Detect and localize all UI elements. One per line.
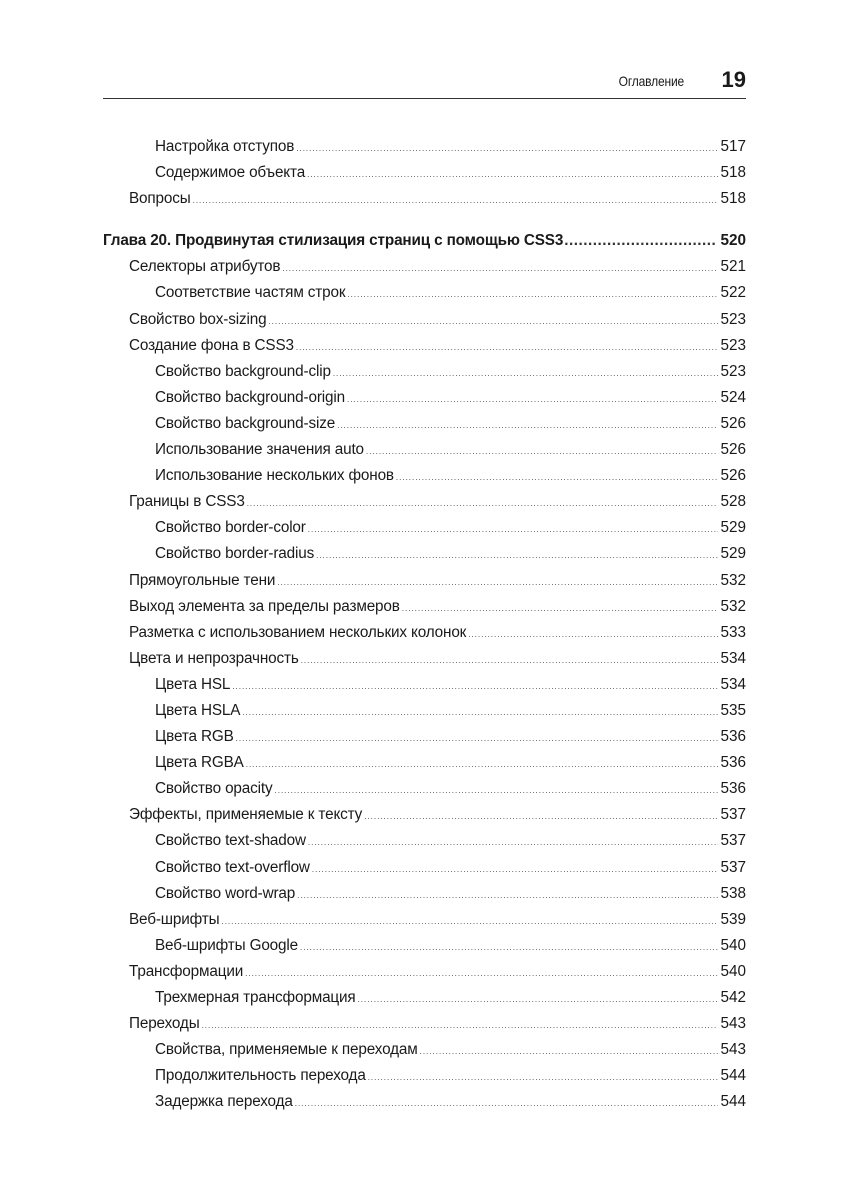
toc-entry-title: Цвета и непрозрачность — [129, 649, 299, 667]
page-header — [103, 66, 746, 99]
toc-entry — [103, 933, 746, 959]
toc-entry-page: 523 — [720, 336, 746, 354]
toc-entry-page: 534 — [720, 649, 746, 667]
toc-chapter-entry — [103, 228, 746, 254]
toc-entry-page: 536 — [720, 728, 746, 746]
toc-entry — [103, 855, 746, 881]
toc-entry-page: 521 — [720, 258, 746, 276]
dot-leader — [275, 787, 719, 795]
toc-entry-title: Создание фона в CSS3 — [129, 336, 294, 354]
toc-entry — [103, 307, 746, 333]
toc-entry-title: Свойства, применяемые к переходам — [155, 1041, 418, 1059]
toc-entry-title: Цвета RGBA — [155, 754, 244, 772]
toc-entry — [103, 134, 746, 160]
toc-entry-title: Трехмерная трансформация — [155, 989, 356, 1006]
toc-entry-title: Свойство border-radius — [155, 545, 315, 563]
toc-entry-page: 544 — [720, 1067, 746, 1085]
dot-leader — [308, 526, 719, 534]
toc-entry-title: Настройка отступов — [155, 138, 295, 155]
toc-entry — [103, 254, 746, 280]
toc-entry — [103, 620, 746, 646]
dot-leader — [221, 918, 718, 926]
toc-entry — [103, 985, 746, 1011]
toc-entry-page: 532 — [720, 597, 746, 615]
toc-entry-title: Глава 20. Продвинутая стилизация страниц с помощью CSS3 — [103, 232, 564, 250]
toc-entry-page: 540 — [720, 936, 746, 954]
toc-entry-title: Выход элемента за пределы размеров — [129, 597, 400, 615]
toc-entry — [103, 489, 746, 515]
dot-leader — [347, 291, 718, 299]
toc-entry-page: 543 — [720, 1041, 746, 1059]
dot-leader — [277, 579, 718, 587]
toc-entry-title: Веб-шрифты — [129, 910, 220, 928]
toc-entry-title: Свойство background-origin — [155, 388, 345, 406]
toc-entry-title: Разметка с использованием нескольких колонок — [129, 623, 467, 641]
toc-entry — [103, 1037, 746, 1063]
toc-entry-title: Трансформации — [129, 962, 244, 980]
toc-entry — [103, 1089, 746, 1115]
dot-leader — [245, 970, 718, 978]
toc-entry-page: 518 — [720, 164, 746, 182]
toc-entry — [103, 160, 746, 186]
running-head-title: Оглавление — [618, 73, 684, 89]
toc-entry-title: Свойство background-clip — [155, 362, 331, 380]
toc-entry — [103, 463, 746, 489]
dot-leader — [564, 233, 716, 248]
toc-entry-page: 529 — [720, 545, 746, 563]
toc-entry-page: 536 — [720, 754, 746, 772]
dot-leader — [202, 1022, 719, 1030]
dot-leader — [296, 344, 719, 352]
toc-entry-page: 538 — [720, 884, 746, 902]
toc-entry-title: Цвета HSLA — [155, 701, 241, 719]
toc-entry-title: Веб-шрифты Google — [155, 936, 298, 954]
toc-entry — [103, 515, 746, 541]
toc-entry — [103, 280, 746, 306]
toc-entry-page: 537 — [720, 858, 746, 876]
dot-leader — [307, 171, 718, 179]
toc-entry-page: 540 — [720, 962, 746, 980]
dot-leader — [308, 839, 719, 847]
toc-entry-page: 537 — [720, 806, 746, 824]
toc-entry-title: Использование значения auto — [155, 441, 364, 459]
dot-leader — [316, 552, 718, 560]
toc-entry — [103, 411, 746, 437]
toc-entry-page: 533 — [720, 623, 746, 641]
dot-leader — [247, 500, 719, 508]
toc-entry-title: Эффекты, применяемые к тексту — [129, 806, 363, 824]
toc-entry — [103, 385, 746, 411]
toc-entry-page: 532 — [720, 571, 746, 589]
dot-leader — [333, 370, 719, 378]
toc-entry-title: Свойство word-wrap — [155, 884, 296, 902]
dot-leader — [366, 448, 719, 456]
toc-entry — [103, 672, 746, 698]
toc-entry-page: 523 — [720, 362, 746, 380]
toc-entry — [103, 594, 746, 620]
toc-entry-title: Переходы — [129, 1015, 200, 1033]
toc-entry-page: 517 — [720, 138, 746, 155]
toc-entry-title: Границы в CSS3 — [129, 493, 245, 511]
dot-leader — [420, 1048, 719, 1056]
toc-entry — [103, 186, 746, 212]
toc-entry-title: Цвета RGB — [155, 728, 234, 746]
toc-entry — [103, 437, 746, 463]
dot-leader — [297, 892, 718, 900]
toc-entry — [103, 907, 746, 933]
toc-entry — [103, 828, 746, 854]
dot-leader — [236, 735, 719, 743]
toc-entry — [103, 724, 746, 750]
table-of-contents — [103, 134, 746, 1115]
toc-entry-title: Свойство opacity — [155, 780, 273, 798]
toc-entry — [103, 568, 746, 594]
toc-entry — [103, 359, 746, 385]
toc-entry-title: Вопросы — [129, 190, 191, 208]
toc-entry-page: 539 — [720, 910, 746, 928]
toc-entry-title: Соответствие частям строк — [155, 284, 346, 302]
toc-entry-page: 535 — [720, 701, 746, 719]
toc-entry — [103, 333, 746, 359]
toc-entry-page: 520 — [720, 232, 746, 250]
dot-leader — [296, 145, 718, 153]
toc-entry-title: Свойство box-sizing — [129, 310, 267, 328]
dot-leader — [232, 683, 718, 691]
toc-entry-title: Селекторы атрибутов — [129, 258, 281, 276]
toc-entry-page: 534 — [720, 675, 746, 693]
toc-entry-title: Свойство background-size — [155, 414, 336, 432]
toc-entry-title: Цвета HSL — [155, 675, 231, 693]
toc-entry-page: 528 — [720, 493, 746, 511]
toc-entry-page: 518 — [720, 190, 746, 208]
toc-entry — [103, 1063, 746, 1089]
toc-entry-page: 524 — [720, 388, 746, 406]
toc-entry-page: 543 — [720, 1015, 746, 1033]
toc-entry — [103, 802, 746, 828]
toc-entry-page: 544 — [720, 1093, 746, 1111]
dot-leader — [364, 813, 718, 821]
toc-entry — [103, 698, 746, 724]
dot-leader — [295, 1100, 719, 1108]
dot-leader — [268, 318, 718, 326]
toc-entry-title: Задержка перехода — [155, 1093, 293, 1111]
toc-entry — [103, 959, 746, 985]
dot-leader — [193, 197, 719, 205]
dot-leader — [358, 996, 719, 1004]
toc-entry-page: 529 — [720, 519, 746, 537]
toc-entry-page: 542 — [720, 989, 746, 1006]
toc-entry-title: Свойство text-shadow — [155, 832, 306, 850]
toc-entry — [103, 881, 746, 907]
dot-leader — [246, 761, 719, 769]
dot-leader — [312, 866, 719, 874]
toc-entry-page: 526 — [720, 467, 746, 485]
toc-entry-page: 522 — [720, 284, 746, 302]
dot-leader — [301, 657, 719, 665]
dot-leader — [396, 474, 719, 482]
toc-entry-page: 536 — [720, 780, 746, 798]
toc-entry-page: 526 — [720, 414, 746, 432]
toc-entry — [103, 646, 746, 672]
dot-leader — [468, 631, 718, 639]
toc-entry-title: Свойство border-color — [155, 519, 306, 537]
toc-entry-title: Свойство text-overflow — [155, 858, 310, 876]
toc-entry-page: 526 — [720, 441, 746, 459]
toc-entry-title: Использование нескольких фонов — [155, 467, 394, 485]
dot-leader — [402, 605, 719, 613]
dot-leader — [282, 265, 718, 273]
toc-entry — [103, 541, 746, 567]
dot-leader — [337, 422, 718, 430]
toc-entry-page: 537 — [720, 832, 746, 850]
toc-entry — [103, 750, 746, 776]
toc-entry-title: Продолжительность перехода — [155, 1067, 366, 1085]
toc-entry-title: Содержимое объекта — [155, 164, 306, 182]
toc-entry — [103, 1011, 746, 1037]
dot-leader — [242, 709, 718, 717]
dot-leader — [347, 396, 718, 404]
dot-leader — [368, 1074, 719, 1082]
toc-entry-page: 523 — [720, 310, 746, 328]
page-number: 19 — [721, 67, 746, 92]
toc-entry — [103, 776, 746, 802]
dot-leader — [300, 944, 718, 952]
toc-entry-title: Прямоугольные тени — [129, 571, 276, 589]
